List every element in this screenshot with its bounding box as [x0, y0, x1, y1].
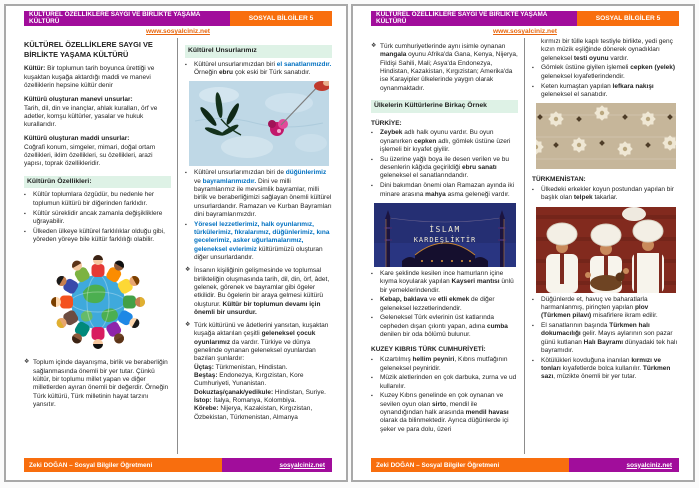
- list-item: [532, 357, 679, 382]
- text-segment: vardır.: [608, 54, 629, 62]
- page-2: [351, 4, 695, 482]
- text-segment: , mendil ile oynandığından halk arasında: [380, 400, 478, 417]
- list-item-text: [541, 357, 679, 382]
- text-segment: Kebap, baklava: [380, 296, 428, 304]
- list-subitem: [194, 389, 332, 397]
- list-item: [24, 359, 171, 409]
- page-header: [24, 11, 332, 26]
- ebru-marbling-photo: [189, 81, 329, 166]
- list-item: [532, 322, 679, 355]
- text-segment: , Kıbrıs mutfağının geleneksel peyniridir.: [380, 356, 508, 372]
- list-subitem: [194, 405, 332, 422]
- text-segment: takarlar.: [592, 194, 618, 202]
- text-segment: Beştaş:: [194, 372, 218, 379]
- text-segment: oyunu Afrika'da Gana, Kenya, Nijerya, Fildişi Sahili, Mali; Asya'da Endonezya, Hindistan, Kazakistan, Kırgızistan; Amerika'da ise Karayipler ülkelerinde yaygın olarak oynanmaktadır.: [380, 51, 518, 92]
- column-left: [24, 38, 178, 454]
- text-segment: TÜRKMENİSTAN:: [532, 176, 586, 184]
- text-segment: Gömlek üstüne giyilen işlemeli: [541, 64, 631, 72]
- text-segment: çok eski bir Türk sanatıdır.: [233, 69, 311, 76]
- list-item: [185, 169, 332, 219]
- bullet-icon: ▪: [185, 221, 187, 228]
- text-segment: denilen bir oda bölümü bulunur.: [380, 331, 471, 339]
- page-body: [371, 38, 679, 454]
- diamond-bullet-icon: ❖: [371, 43, 377, 49]
- text-segment: Endonezya, Kırgızistan, Kore Cumhuriyeti, Yunanistan.: [194, 372, 304, 388]
- list-item: [371, 270, 518, 295]
- list-item-text: [380, 156, 518, 181]
- bullet-icon: ▪: [371, 315, 373, 322]
- list-item: [371, 182, 518, 199]
- text-segment: el sanatlarımızdır.: [276, 60, 332, 68]
- list-item-text: [194, 221, 332, 263]
- text-flow: [185, 45, 332, 77]
- bullet-icon: ▪: [532, 65, 534, 72]
- text-segment: geleneksel çocuk oyunlarımız: [194, 330, 316, 346]
- text-segment: Kültür süreklidir ancak zamanla değişikliklere uğrayabilir.: [33, 209, 163, 225]
- text-segment: Geleneksel Türk evlerinin üst katlarında cepheden dışarı çıkıntı yapan, adına: [380, 314, 495, 330]
- text-segment: Bir toplumun tarih boyunca ürettiği ve kuşaktan kuşağa aktardığı maddi ve manevi özelliklerin hepsine kültür denir: [24, 65, 155, 89]
- text-segment: cepken: [413, 137, 437, 145]
- diamond-bullet-icon: ❖: [185, 267, 191, 274]
- text-segment: Türk cumhuriyetlerinde aynı isimle oynanan: [380, 43, 506, 50]
- text-segment: Kare şeklinde kesilen ince hamurların içine kıyma koyularak yapılan: [380, 269, 504, 286]
- text-segment: Kayseri mantısı: [451, 278, 500, 286]
- text-segment: Türk kültürünü ve âdetlerini yansıtan, kuşaktan kuşağa aktarılan çeşitli: [194, 322, 329, 338]
- text-segment: geleneksel el sanatlarındandır.: [380, 172, 469, 180]
- list-item-text: [194, 169, 332, 219]
- list-item: [371, 43, 518, 93]
- text-segment: sirto: [432, 400, 447, 408]
- text-segment: Dokuztaş/çanak/yedikule:: [194, 388, 274, 396]
- list-item-text: [194, 322, 332, 364]
- text-segment: Kültürel Unsurlarımız: [188, 47, 257, 54]
- column-left: [371, 38, 525, 454]
- text-segment: İnsanın kişiliğinin gelişmesinde ve toplumsal birlikteliğin oluşmasında tarih, dil, din, örf, âdet, gelenek, görenek ve bayramlar gibi ögeler etkilidir. Bu ögelerin bir araya gelmesi kültürü oluşturur.: [194, 267, 330, 308]
- list-item-text: [380, 374, 518, 391]
- text-segment: Kültür bir toplumun devamı için önemli bir unsurdur.: [194, 300, 321, 316]
- text-segment: El sanatlarının başında: [541, 322, 610, 330]
- website-link[interactable]: www.sosyalciniz.net: [146, 28, 210, 35]
- mahya-text-line2: KARDEŞLİKTİR: [413, 235, 476, 244]
- paragraph: [24, 105, 171, 130]
- bullet-icon: ▪: [185, 61, 187, 68]
- text-segment: gelir. Mayıs aylarının son pazar günü kutlanan: [541, 330, 673, 346]
- text-segment: Dini bakımdan önemi olan Ramazan ayında iki minare arasına: [380, 182, 515, 198]
- text-segment: de diğer geleneksel lezzetlerindendir.: [380, 296, 495, 312]
- list-item-text: [194, 61, 332, 78]
- list-item: [371, 156, 518, 181]
- text-segment: Kültür toplumlara özgüdür, bu nedenle her toplumun kültürü bir diğerinden farklıdır.: [33, 191, 155, 207]
- text-segment: adlı, gömlek üstüne üzeri işlemeli bir kıyafet giyilir.: [380, 137, 511, 153]
- text-segment: Üçtaş:: [194, 363, 214, 371]
- text-segment: Kültürel unsurlarımızdan biri: [194, 60, 277, 68]
- bullet-icon: ▪: [24, 210, 26, 217]
- text-segment: Halı Bayramı: [583, 338, 624, 346]
- section-heading: [371, 100, 518, 113]
- bullet-icon: ▪: [371, 297, 373, 304]
- list-subitem: [194, 397, 332, 405]
- text-segment: Düğünlerde et, havuç ve baharatlarla harmanlanmış, pirinçten yapılan: [541, 295, 648, 311]
- text-segment: düğünlerimiz: [285, 169, 327, 177]
- text-segment: Kuzey Kıbrıs genelinde en çok oynanan ve sevilen oyun olan: [380, 392, 504, 408]
- list-item: [371, 296, 518, 313]
- text-segment: Kötülükleri kovduğuna inanılan: [541, 356, 632, 364]
- section-heading: [24, 176, 171, 189]
- text-segment: kıyafetlerde bolca kullanılır.: [560, 365, 643, 373]
- text-segment: Müzik aletlerinden en çok darbuka, zurna ve ud kullanılır.: [380, 374, 517, 390]
- text-segment: mangala: [380, 51, 407, 59]
- list-item: [371, 356, 518, 373]
- text-segment: Ülkelerin Kültürlerine Birkaç Örnek: [374, 101, 487, 109]
- text-segment: ünlü bir yemeklerindendir.: [380, 278, 514, 294]
- text-segment: misafirlere ikram edilir.: [591, 312, 658, 320]
- text-segment: Tarih, dil, din ve inançlar, ahlak kuralları, örf ve adetler, komşu kültürler, yasalar ve hukuk kurallarıdır.: [24, 104, 158, 129]
- text-segment: telpek: [573, 194, 593, 202]
- country-heading: [532, 176, 679, 184]
- list-item: [371, 374, 518, 391]
- paragraph: [24, 65, 171, 90]
- text-segment: ve: [194, 177, 203, 185]
- man-right: [632, 220, 664, 293]
- list-item-text: [380, 392, 518, 434]
- text-segment: ebru: [218, 69, 234, 76]
- list-item: [371, 129, 518, 154]
- bullet-icon: ▪: [532, 357, 534, 364]
- text-segment: ve: [427, 296, 438, 304]
- list-item-text: [380, 314, 518, 339]
- text-segment: İstop:: [194, 396, 212, 404]
- text-segment: kırmızı bir tülle kaplı testiyle birlikte, yedi genç kızın müzik eşliğinde dönerek oynadıkları geleneksel: [541, 38, 673, 62]
- bullet-icon: ▪: [371, 393, 373, 400]
- text-segment: kültürümüzü oluşturan diğer unsurlardandır.: [194, 245, 323, 261]
- page-footer: [24, 458, 332, 472]
- text-segment: geleneksel el sanatıdır.: [541, 90, 608, 98]
- text-segment: Coğrafi konum, simgeler, mimari, doğal ortam özellikleri, iklim özellikleri, su özellikleri, arazi yapısı, toprak özellikleridir.: [24, 143, 156, 168]
- bullet-icon: ▪: [371, 270, 373, 277]
- text-segment: Yöresel lezzetlerimiz, halk oyunlarımız, türkülerimiz, fıkralarımız, düğünlerimiz, kına gecelerimiz, asker uğurlamalarımız, geleneksel evlerimiz: [194, 220, 330, 253]
- paragraph: [24, 135, 171, 143]
- bullet-icon: ▪: [371, 357, 373, 364]
- page-title-bar: KÜLTÜREL ÖZELLİKLERE SAYGI VE BİRLİKTE YAŞAMA KÜLTÜRÜ: [24, 11, 230, 26]
- subject-badge: SOSYAL BİLGİLER 5: [577, 11, 679, 26]
- list-item-text: [541, 83, 679, 100]
- list-item-text: [541, 186, 679, 203]
- text-segment: Zeybek: [380, 129, 403, 137]
- list-item: [24, 191, 171, 208]
- text-segment: testi oyunu: [573, 54, 609, 62]
- list-item-text: [380, 182, 518, 199]
- list-item: [532, 83, 679, 100]
- list-item: [532, 186, 679, 203]
- paragraph: [24, 96, 171, 104]
- bullet-icon: ▪: [532, 187, 534, 193]
- text-segment: Kızartılmış: [380, 356, 413, 364]
- diamond-bullet-icon: ❖: [185, 322, 191, 329]
- bullet-icon: ▪: [24, 228, 26, 235]
- mosque-mahya-photo: [374, 203, 516, 267]
- page-1: [4, 4, 348, 482]
- list-item: [24, 210, 171, 227]
- footer-link-box: [569, 458, 679, 472]
- list-item-text: [33, 228, 171, 245]
- list-item-text: [380, 296, 518, 313]
- text-segment: bayramlarımızdır.: [202, 177, 257, 185]
- list-item-text: [380, 43, 518, 93]
- list-subitem: [541, 38, 679, 63]
- list-item-text: [33, 359, 171, 409]
- text-segment: Hindistan, Suriye.: [273, 388, 326, 396]
- text-segment: Kültürü oluşturan manevi unsurlar:: [24, 96, 133, 104]
- text-segment: da vardır. Türkiye ve dünya genelinde oynanan geleneksel oyunlardan bazıları şunlardır:: [194, 338, 316, 363]
- text-segment: Nijerya, Kazakistan, Kırgızistan, Özbekistan, Türkmenistan, Almanya: [194, 405, 313, 421]
- footer-link-box: [222, 458, 332, 472]
- author-credit: Zeki DOĞAN – Sosyal Bilgiler Öğretmeni: [24, 458, 222, 472]
- list-item-text: [541, 296, 679, 321]
- text-segment: mahya: [425, 190, 446, 198]
- list-item: [185, 267, 332, 317]
- column-right: [525, 38, 679, 454]
- text-segment: cepken (yelek): [630, 64, 676, 72]
- bullet-icon: ▪: [185, 170, 187, 177]
- text-flow: [24, 40, 171, 244]
- text-segment: geleneksel kıyafetlerindendir.: [541, 72, 625, 80]
- text-segment: adlı halk oyunu vardır. Bu oyun oynanırken: [380, 129, 494, 145]
- bullet-icon: ▪: [532, 296, 534, 303]
- text-segment: olarak da bilinmektedir. Ayrıca düğünlerde içi şeker ve para dolu, üzeri: [380, 417, 509, 433]
- text-segment: kırmızı ve tonları: [541, 356, 661, 373]
- page-footer: [371, 458, 679, 472]
- list-item: [185, 61, 332, 78]
- list-item: [185, 322, 332, 364]
- text-segment: Kültür:: [24, 65, 48, 73]
- list-item: [532, 64, 679, 81]
- text-segment: etli ekmek: [437, 296, 470, 304]
- text-segment: Dini ve milli bayramlarımız ile mevsimlik bayramlar, milli birlik ve beraberliğimizi sağlayan önemli kültürel unsurlardandır. Ramazan ve Kurban Bayramları dini bayramlarımızdır.: [194, 177, 332, 218]
- page-body: [24, 38, 332, 454]
- list-item-text: [380, 356, 518, 373]
- text-segment: , müzikte önemli bir yer tutar.: [553, 373, 637, 381]
- bullet-icon: ▪: [532, 323, 534, 330]
- text-segment: Türkmen halı dokumacılığı: [541, 322, 650, 338]
- text-segment: Körebe:: [194, 405, 219, 413]
- text-segment: Türkmen sazı: [541, 365, 671, 381]
- text-segment: cumba: [486, 322, 508, 330]
- text-segment: Ülkedeki erkekler koyun postundan yapılan bir başlık olan: [541, 186, 674, 202]
- text-flow: [185, 169, 332, 422]
- text-flow: [532, 296, 679, 382]
- list-item: [371, 314, 518, 339]
- website-link[interactable]: www.sosyalciniz.net: [493, 28, 557, 35]
- list-item-text: [541, 322, 679, 355]
- text-segment: İtalya, Romanya, Kolombiya.: [211, 396, 297, 404]
- page-title: [24, 40, 171, 59]
- lefkara-embroidery-photo: [536, 103, 676, 169]
- text-flow: [24, 359, 171, 409]
- list-item: [532, 296, 679, 321]
- man-left: [546, 223, 578, 293]
- list-subitem: [194, 364, 332, 372]
- text-flow: [532, 176, 679, 202]
- bullet-icon: ▪: [371, 375, 373, 382]
- text-flow: [371, 270, 518, 434]
- author-credit: Zeki DOĞAN – Sosyal Bilgiler Öğretmeni: [371, 458, 569, 472]
- text-segment: plov (Türkmen pilavı): [541, 303, 649, 320]
- list-item-text: [33, 210, 171, 227]
- list-item: [371, 392, 518, 434]
- list-item-text: [194, 267, 332, 317]
- bullet-icon: ▪: [371, 130, 373, 137]
- text-segment: ebru sanatı: [462, 164, 497, 172]
- website-link[interactable]: sosyalciniz.net: [279, 461, 325, 469]
- list-subitem: [194, 372, 332, 389]
- list-item-text: [541, 64, 679, 81]
- subject-badge: SOSYAL BİLGİLER 5: [230, 11, 332, 26]
- text-segment: Su üzerine yağlı boya ile desen verilen ve bu desenlerin kâğıda geçirildiği: [380, 155, 509, 172]
- text-segment: Örneğin: [194, 69, 219, 76]
- text-segment: Ülkeden ülkeye kültürel farklılıklar olduğu gibi, yöreden yöreye bile kültür farklılığı olabilir.: [33, 227, 165, 243]
- text-segment: hellim peyniri: [412, 356, 455, 364]
- text-segment: Toplum içinde dayanışma, birlik ve beraberliğin sağlanmasında önemli bir yer tutar. Çünkü kültür, bir toplumu millet yapan ve diğer milletlerden ayıran önemli bir değerdir. Örneğin Türk kültürü, Türk milletinin hayat tarzını yansıtır.: [33, 359, 169, 408]
- country-heading: [371, 346, 518, 354]
- bullet-icon: ▪: [371, 183, 373, 190]
- bullet-icon: ▪: [24, 192, 26, 199]
- children-around-globe-illustration: [25, 248, 171, 354]
- country-heading: [371, 120, 518, 128]
- bullet-icon: ▪: [371, 156, 373, 163]
- list-item: [185, 221, 332, 263]
- text-segment: mendil havası: [465, 409, 509, 417]
- text-segment: Kültürü oluşturan maddi unsurlar:: [24, 135, 130, 143]
- text-segment: Türkmenistan, Hindistan.: [213, 363, 288, 371]
- turkmen-men-telpek-photo: [536, 207, 676, 293]
- list-item-text: [380, 270, 518, 295]
- list-item-text: [380, 129, 518, 154]
- list-item: [24, 228, 171, 245]
- section-heading: [185, 45, 332, 58]
- text-flow: [532, 38, 679, 99]
- text-segment: Keten kumaştan yapılan: [541, 82, 613, 90]
- page-title-bar: KÜLTÜREL ÖZELLİKLERE SAYGI VE BİRLİKTE YAŞAMA KÜLTÜRÜ: [371, 11, 577, 26]
- text-segment: Kültürel unsurlarımızdan biri de: [194, 169, 286, 177]
- list-item-text: [33, 191, 171, 208]
- text-segment: KUZEY KIBRIS TÜRK CUMHURİYETİ:: [371, 346, 486, 354]
- text-segment: KÜLTÜREL ÖZELLİKLERE SAYGI VE BİRLİKTE YAŞAMA KÜLTÜRÜ: [24, 40, 153, 59]
- text-flow: [371, 43, 518, 199]
- telpek-hat-background: [622, 207, 646, 221]
- text-segment: Kültürün Özellikleri:: [27, 177, 92, 185]
- diamond-bullet-icon: ❖: [24, 359, 30, 366]
- column-right: [178, 38, 332, 454]
- text-segment: lefkara nakışı: [612, 82, 654, 90]
- text-segment: dünyadaki tek halı bayramıdır.: [541, 338, 678, 354]
- paragraph: [24, 144, 171, 169]
- bullet-icon: ▪: [532, 83, 534, 90]
- text-segment: asma geleneği vardır.: [445, 190, 510, 198]
- website-link[interactable]: sosyalciniz.net: [626, 461, 672, 469]
- text-segment: TÜRKİYE:: [371, 119, 402, 127]
- mahya-text-line1: İSLAM: [428, 224, 461, 234]
- page-header: [371, 11, 679, 26]
